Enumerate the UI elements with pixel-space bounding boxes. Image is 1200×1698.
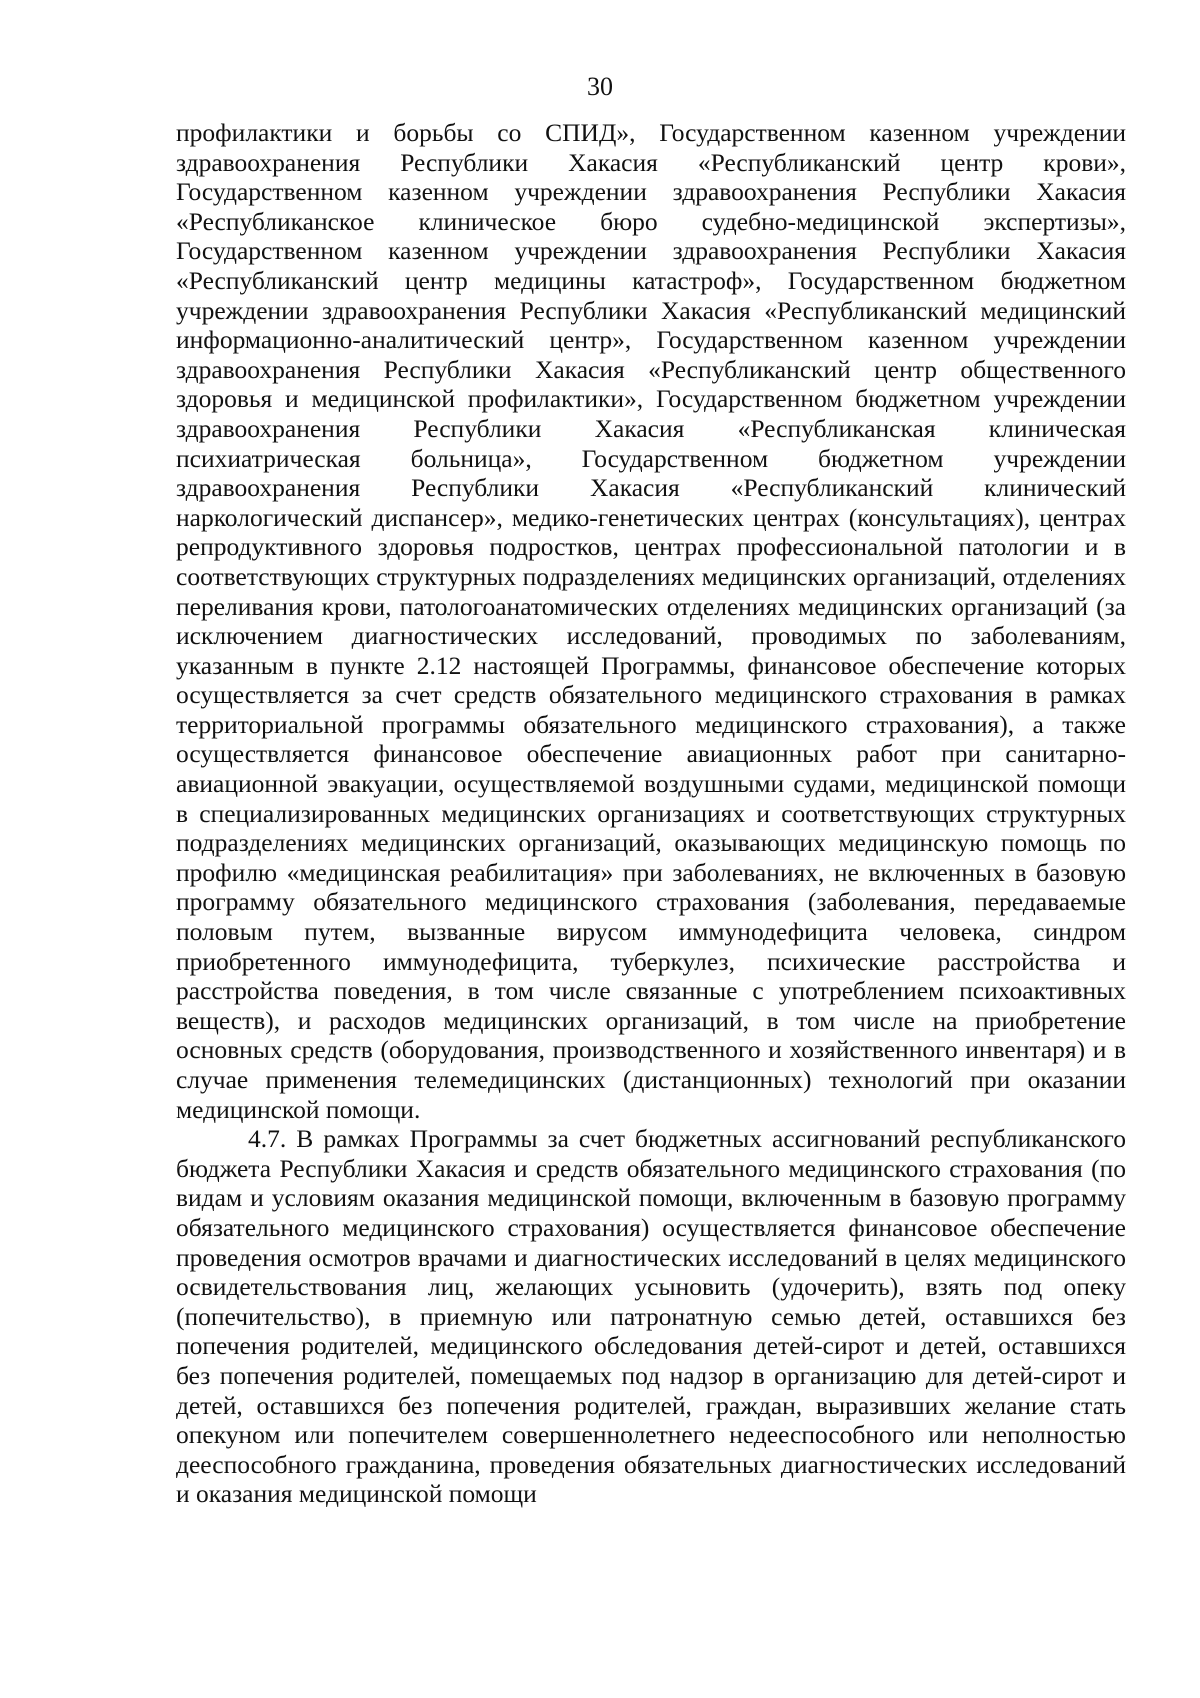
- document-body: [176, 118, 1126, 1509]
- body-paragraph-4-7: 4.7. В рамках Программы за счет бюджетных ассигнований республиканского бюджета Республики Хакасия и средств обязательного медицинского страхования (по видам и условиям оказания медицинской помощи, включенным в базовую программу обязательного медицинского страхования) осуществляется финансовое обеспечение проведения осмотров врачами и диагностических исследований в целях медицинского освидетельствования лиц, желающих усыновить (удочерить), взять под опеку (попечительство), в приемную или патронатную семью детей, оставшихся без попечения родителей, медицинского обследования детей-сирот и детей, оставшихся без попечения родителей, помещаемых под надзор в организацию для детей-сирот и детей, оставшихся без попечения родителей, граждан, выразивших желание стать опекуном или попечителем совершеннолетнего недееспособного или неполностью дееспособного гражданина, проведения обязательных диагностических исследований и оказания медицинской помощи: [176, 1124, 1126, 1509]
- body-paragraph-continuation: профилактики и борьбы со СПИД», Государственном казенном учреждении здравоохранения Республики Хакасия «Республиканский центр крови», Государственном казенном учреждении здравоохранения Республики Хакасия «Республиканское клиническое бюро судебно-медицинской экспертизы», Государственном казенном учреждении здравоохранения Республики Хакасия «Республиканский центр медицины катастроф», Государственном бюджетном учреждении здравоохранения Республики Хакасия «Республиканский медицинский информационно-аналитический центр», Государственном казенном учреждении здравоохранения Республики Хакасия «Республиканский центр общественного здоровья и медицинской профилактики», Государственном бюджетном учреждении здравоохранения Республики Хакасия «Республиканская клиническая психиатрическая больница», Государственном бюджетном учреждении здравоохранения Республики Хакасия «Республиканский клинический наркологический диспансер», медико-генетических центрах (консультациях), центрах репродуктивного здоровья подростков, центрах профессиональной патологии и в соответствующих структурных подразделениях медицинских организаций, отделениях переливания крови, патологоанатомических отделениях медицинских организаций (за исключением диагностических исследований, проводимых по заболеваниям, указанным в пункте 2.12 настоящей Программы, финансовое обеспечение которых осуществляется за счет средств обязательного медицинского страхования в рамках территориальной программы обязательного медицинского страхования), а также осуществляется финансовое обеспечение авиационных работ при санитарно-авиационной эвакуации, осуществляемой воздушными судами, медицинской помощи в специализированных медицинских организациях и соответствующих структурных подразделениях медицинских организаций, оказывающих медицинскую помощь по профилю «медицинская реабилитация» при заболеваниях, не включенных в базовую программу обязательного медицинского страхования (заболевания, передаваемые половым путем, вызванные вирусом иммунодефицита человека, синдром приобретенного иммунодефицита, туберкулез, психические расстройства и расстройства поведения, в том числе связанные с употреблением психоактивных веществ), и расходов медицинских организаций, в том числе на приобретение основных средств (оборудования, производственного и хозяйственного инвентаря) и в случае применения телемедицинских (дистанционных) технологий при оказании медицинской помощи.: [176, 118, 1126, 1124]
- page-number: 30: [587, 72, 613, 101]
